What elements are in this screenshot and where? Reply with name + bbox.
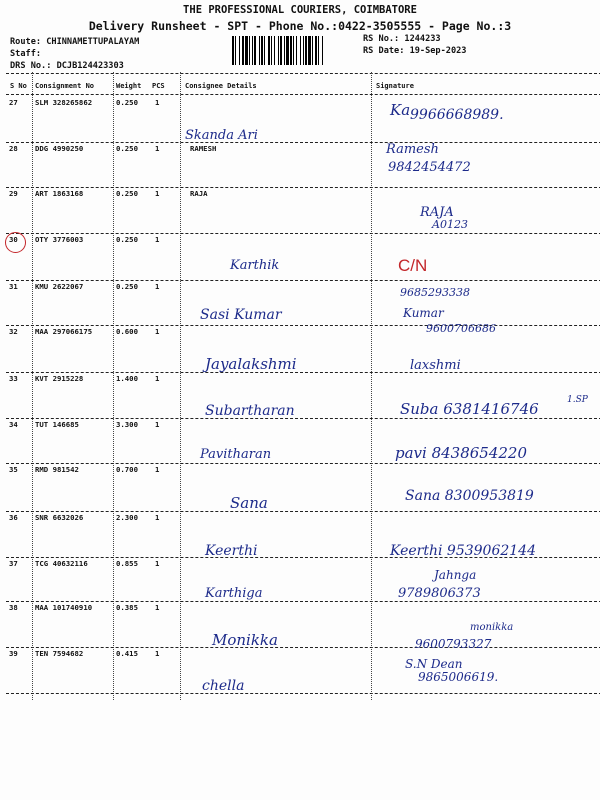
- col-consignment: Consignment No: [35, 82, 95, 90]
- row-pcs: 1: [155, 235, 160, 244]
- row-consignment-no: KVT 2915228: [35, 374, 84, 383]
- row-pcs: 1: [155, 603, 160, 612]
- row-sno: 38: [9, 603, 18, 612]
- row-sno: 31: [9, 282, 18, 291]
- col-sno: S No: [10, 82, 27, 90]
- barcode: [232, 36, 356, 65]
- row38-sign-mark: monikka: [470, 622, 514, 633]
- row-consignment-no: OTY 3776003: [35, 235, 84, 244]
- row-separator: [6, 511, 600, 512]
- row33-margin-mark: 1.SP: [567, 395, 588, 405]
- row-signature: 9600793327: [415, 637, 492, 651]
- row-weight: 0.385: [116, 603, 138, 612]
- drs-number: DRS No.: DCJB124423303: [10, 61, 124, 71]
- header-rule-bottom: [6, 94, 600, 95]
- row-pcs: 1: [155, 189, 160, 198]
- row-consignment-no: TEN 7594682: [35, 649, 84, 658]
- row-consignment-no: TUT 146685: [35, 420, 79, 429]
- row-signature: Sana 8300953819: [405, 488, 534, 504]
- row-signature: Keerthi 9539062144: [390, 543, 536, 559]
- row-handwritten-name: Sana: [230, 494, 268, 512]
- row-weight: 0.855: [116, 559, 138, 568]
- row-signature: 9685293338: [400, 286, 470, 299]
- row-weight: 3.300: [116, 420, 138, 429]
- row39-sign-mark: S.N Dean: [405, 657, 463, 671]
- row-signature: RAJA: [420, 205, 454, 220]
- row-separator: [6, 142, 600, 143]
- row-weight: 0.250: [116, 189, 138, 198]
- company-name: THE PROFESSIONAL COURIERS, COIMBATORE: [183, 4, 417, 16]
- row-consignee-details: RAMESH: [190, 144, 217, 153]
- row-signature: 9842454472: [388, 160, 471, 175]
- row-consignment-no: KMU 2622067: [35, 282, 84, 291]
- runsheet-title: Delivery Runsheet - SPT - Phone No.:0422-3505555 - Page No.:3: [88, 19, 512, 33]
- staff-label: Staff:: [10, 49, 42, 59]
- row-signature: 9600706686: [426, 322, 496, 335]
- row-weight: 0.700: [116, 465, 138, 474]
- row-handwritten-name: Keerthi: [205, 543, 258, 559]
- header-rule-top: [6, 73, 600, 74]
- row-separator: [6, 233, 600, 234]
- col-consignee: Consignee Details: [185, 82, 257, 90]
- column-divider: [32, 72, 33, 700]
- row31-sign-mark: Kumar: [403, 306, 444, 320]
- row-signature: 9865006619.: [418, 670, 499, 684]
- row-separator: [6, 463, 600, 464]
- row-sno: 28: [9, 144, 18, 153]
- row-separator: [6, 693, 600, 694]
- col-signature: Signature: [376, 82, 414, 90]
- rs-date: RS Date: 19-Sep-2023: [363, 46, 467, 56]
- row-signature: C/N: [398, 256, 428, 275]
- column-divider: [371, 72, 372, 700]
- row-consignee-details: RAJA: [190, 189, 208, 198]
- column-divider: [113, 72, 114, 700]
- row-weight: 0.250: [116, 235, 138, 244]
- row29-sign-mark: A0123: [432, 218, 468, 231]
- row-separator: [6, 372, 600, 373]
- row-sno: 37: [9, 559, 18, 568]
- row-pcs: 1: [155, 649, 160, 658]
- rs-number: RS No.: 1244233: [363, 34, 441, 44]
- row-separator: [6, 280, 600, 281]
- row-sno: 29: [9, 189, 18, 198]
- row-separator: [6, 418, 600, 419]
- row37-sign-mark: Jahnga: [434, 568, 477, 582]
- row-sno: 36: [9, 513, 18, 522]
- row-weight: 0.250: [116, 144, 138, 153]
- row-separator: [6, 647, 600, 648]
- col-weight: Weight: [116, 82, 142, 90]
- row-consignment-no: ART 1863168: [35, 189, 84, 198]
- row-handwritten-name: Karthiga: [205, 586, 263, 601]
- row-consignment-no: SLM 328265862: [35, 98, 93, 107]
- row-handwritten-name: Pavitharan: [200, 447, 272, 462]
- row-pcs: 1: [155, 420, 160, 429]
- row-pcs: 1: [155, 374, 160, 383]
- row-weight: 0.600: [116, 327, 138, 336]
- row-weight: 0.250: [116, 282, 138, 291]
- row-signature: 9966668989.: [410, 107, 504, 123]
- row-sno: 35: [9, 465, 18, 474]
- row-consignment-no: RMD 981542: [35, 465, 79, 474]
- col-pcs: PCS: [152, 82, 165, 90]
- row27-sign-mark: Ka: [390, 101, 411, 119]
- row-sno: 33: [9, 374, 18, 383]
- row-30-circle-mark: [5, 232, 26, 253]
- row-separator: [6, 187, 600, 188]
- row-consignment-no: MAA 297066175: [35, 327, 93, 336]
- row-pcs: 1: [155, 327, 160, 336]
- row-handwritten-name: Karthik: [230, 258, 280, 273]
- row-handwritten-name: chella: [202, 678, 245, 694]
- row-pcs: 1: [155, 513, 160, 522]
- row-separator: [6, 325, 600, 326]
- row-handwritten-name: Monikka: [212, 631, 278, 649]
- row-pcs: 1: [155, 144, 160, 153]
- row-consignment-no: SNR 6632026: [35, 513, 84, 522]
- route-label: Route: CHINNAMETTUPALAYAM: [10, 37, 140, 47]
- row-signature: pavi 8438654220: [395, 444, 528, 462]
- row28-sign-mark: Ramesh: [386, 142, 439, 157]
- row-weight: 0.250: [116, 98, 138, 107]
- row-handwritten-name: Sasi Kumar: [200, 307, 282, 323]
- row-signature: 9789806373: [398, 586, 481, 601]
- row-weight: 1.400: [116, 374, 138, 383]
- row-pcs: 1: [155, 282, 160, 291]
- row-handwritten-name: Jayalakshmi: [205, 355, 297, 373]
- row-consignment-no: MAA 101740910: [35, 603, 93, 612]
- row-weight: 0.415: [116, 649, 138, 658]
- row-pcs: 1: [155, 559, 160, 568]
- row-sno: 34: [9, 420, 18, 429]
- column-divider: [180, 72, 181, 700]
- row-consignment-no: TCG 40632116: [35, 559, 88, 568]
- row-pcs: 1: [155, 98, 160, 107]
- row-pcs: 1: [155, 465, 160, 474]
- row-consignment-no: DDG 4990250: [35, 144, 84, 153]
- row-separator: [6, 601, 600, 602]
- row-handwritten-name: Subartharan: [205, 403, 295, 419]
- row-weight: 2.300: [116, 513, 138, 522]
- row-handwritten-name: Skanda Ari: [185, 128, 258, 143]
- row-signature: Suba 6381416746: [400, 400, 539, 418]
- row32-sign-mark: laxshmi: [410, 358, 461, 373]
- row-sno: 32: [9, 327, 18, 336]
- row-sno: 27: [9, 98, 18, 107]
- row-sno: 39: [9, 649, 18, 658]
- row-sno: 30: [9, 235, 18, 244]
